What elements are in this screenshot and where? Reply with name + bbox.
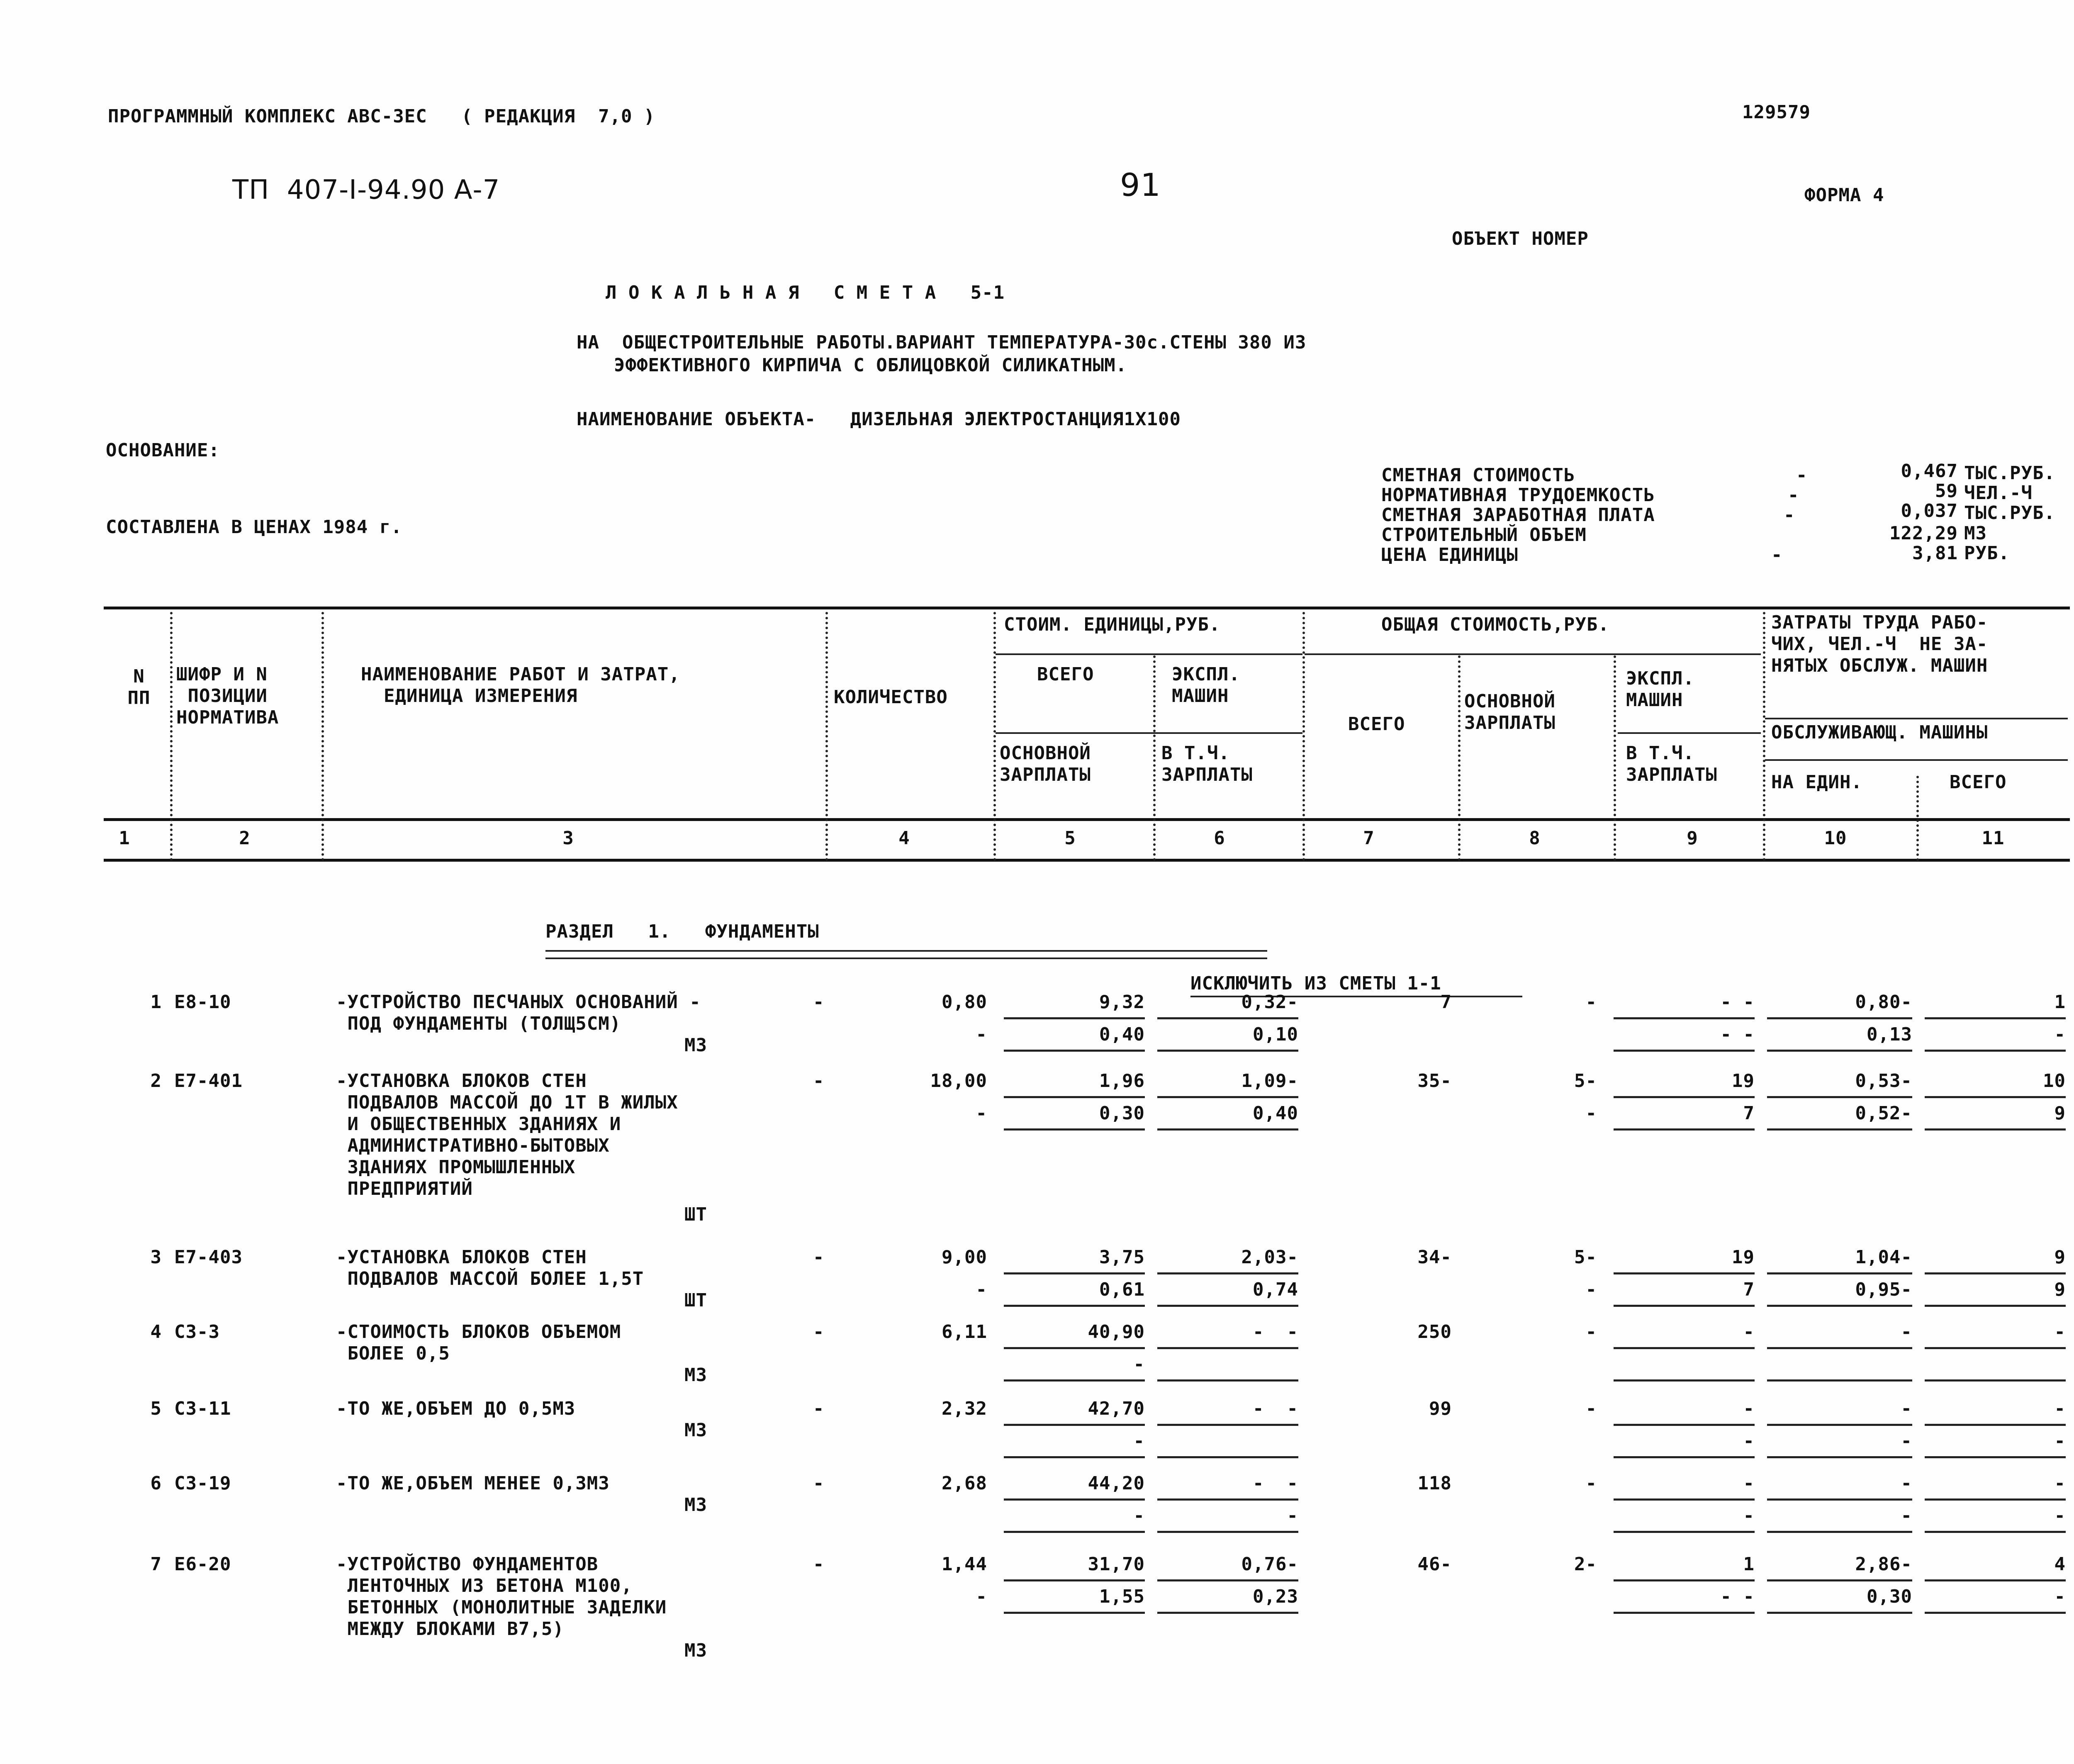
summary-unit: ТЫС.РУБ.	[1964, 502, 2055, 524]
row-bar	[1767, 1096, 1912, 1098]
row-bar	[1004, 1424, 1145, 1426]
row-c7: 35-	[1417, 1070, 1452, 1092]
row-c9: -	[1743, 1321, 1755, 1342]
row-name: -СТОИМОСТЬ БЛОКОВ ОБЪЕМОМ БОЛЕЕ 0,5	[336, 1321, 621, 1364]
row-bar	[1767, 1305, 1912, 1307]
row-dash: -	[813, 1247, 825, 1268]
row-bar	[1767, 1050, 1912, 1052]
row-qty: 1,44	[942, 1554, 987, 1575]
row-unit: М3	[684, 1494, 707, 1515]
row-unit: М3	[684, 1364, 707, 1386]
row-number: 3	[150, 1247, 162, 1268]
row-c5b: 0,61	[1099, 1279, 1145, 1300]
row-bar	[1767, 1612, 1912, 1614]
row-code: С3-19	[174, 1473, 231, 1494]
row-c7: 250	[1417, 1321, 1452, 1342]
row-c8b: -	[1585, 1279, 1597, 1300]
col-number: 5	[1064, 828, 1076, 849]
row-c6b: 0,23	[1253, 1586, 1298, 1607]
row-c5b: 1,55	[1099, 1586, 1145, 1607]
row-bar	[1157, 1347, 1298, 1349]
row-name: -ТО ЖЕ,ОБЪЕМ МЕНЕЕ 0,3М3	[336, 1473, 610, 1494]
row-bar	[1157, 1379, 1298, 1381]
row-c11: 10	[2043, 1070, 2066, 1092]
row-bar	[1004, 1579, 1145, 1581]
row-bar	[1925, 1096, 2066, 1098]
row-c5: 31,70	[1088, 1554, 1145, 1575]
summary-unit: РУБ.	[1964, 543, 2010, 564]
summary-unit: М3	[1964, 523, 1987, 544]
row-qty: 2,32	[942, 1398, 987, 1419]
row-bar	[1004, 1096, 1145, 1098]
row-bar	[1767, 1579, 1912, 1581]
row-c9b: - -	[1720, 1024, 1755, 1045]
row-bar	[1925, 1347, 2066, 1349]
row-c10: 0,80-	[1855, 992, 1912, 1013]
row-number: 5	[150, 1398, 162, 1419]
row-c8: -	[1585, 1398, 1597, 1419]
row-c11: 9	[2054, 1247, 2066, 1268]
row-unit: ШТ	[684, 1290, 707, 1311]
row-dash: -	[813, 1070, 825, 1092]
row-number: 6	[150, 1473, 162, 1494]
row-bar	[1004, 1347, 1145, 1349]
row-c6b: 0,40	[1253, 1103, 1298, 1124]
unit-vsego-header: ВСЕГО	[1037, 664, 1094, 685]
row-dash: -	[813, 1554, 825, 1575]
row-bar	[1157, 1579, 1298, 1581]
row-c9b: 7	[1743, 1279, 1755, 1300]
summary-value: 0,467	[1901, 460, 1958, 482]
row-qty: 2,68	[942, 1473, 987, 1494]
row-bar	[1925, 1272, 2066, 1274]
row-bar	[1767, 1424, 1912, 1426]
row-bar	[1925, 1305, 2066, 1307]
col-number: 8	[1529, 828, 1541, 849]
row-c5b: -	[1133, 1505, 1145, 1526]
col-total-cost-header: ОБЩАЯ СТОИМОСТЬ,РУБ.	[1381, 614, 1609, 635]
obsl-header: ОБСЛУЖИВАЮЩ. МАШИНЫ	[1771, 722, 1988, 743]
row-c6b: 0,74	[1253, 1279, 1298, 1300]
estimate-title: Л О К А Л Ь Н А Я С М Е Т А 5-1	[606, 282, 1005, 303]
estimate-subject-1: НА ОБЩЕСТРОИТЕЛЬНЫЕ РАБОТЫ.ВАРИАНТ ТЕМПЕРАТУРА-30с.СТЕНЫ 380 ИЗ	[577, 332, 1307, 353]
summary-value: 3,81	[1912, 543, 1958, 564]
row-c10: 1,04-	[1855, 1247, 1912, 1268]
row-bar	[1004, 1498, 1145, 1501]
row-code: С3-3	[174, 1321, 220, 1342]
col-number: 10	[1824, 828, 1847, 849]
summary-label: СТРОИТЕЛЬНЫЙ ОБЪЕМ	[1381, 524, 1587, 546]
col-number: 2	[239, 828, 251, 849]
row-c8: 5-	[1574, 1070, 1597, 1092]
unit-ekspl-header: ЭКСПЛ. МАШИН	[1172, 664, 1240, 707]
row-unit: М3	[684, 1640, 707, 1661]
row-bar	[1925, 1498, 2066, 1501]
row-bar	[1157, 1531, 1298, 1533]
row-c11b: 9	[2054, 1279, 2066, 1300]
row-c5: 1,96	[1099, 1070, 1145, 1092]
row-code: Е7-401	[174, 1070, 243, 1092]
row-bar	[1157, 1612, 1298, 1614]
row-bar	[1157, 1498, 1298, 1501]
row-qtyb: -	[976, 1279, 987, 1300]
row-qty: 6,11	[942, 1321, 987, 1342]
row-c11: 4	[2054, 1554, 2066, 1575]
col-number: 3	[562, 828, 574, 849]
summary-value: 122,29	[1889, 523, 1958, 544]
row-number: 7	[150, 1554, 162, 1575]
doc-number: 129579	[1742, 102, 1811, 123]
row-bar	[1614, 1379, 1755, 1381]
row-c11b: -	[2054, 1024, 2066, 1045]
summary-label: НОРМАТИВНАЯ ТРУДОЕМКОСТЬ	[1381, 485, 1655, 506]
estimate-subject-2: ЭФФЕКТИВНОГО КИРПИЧА С ОБЛИЦОВКОЙ СИЛИКАТНЫМ.	[614, 355, 1127, 376]
row-bar	[1004, 1272, 1145, 1274]
row-qty: 18,00	[930, 1070, 987, 1092]
row-c10: -	[1901, 1398, 1912, 1419]
row-c10b: 0,95-	[1855, 1279, 1912, 1300]
row-dash: -	[813, 1398, 825, 1419]
row-bar	[1925, 1050, 2066, 1052]
row-c10: 0,53-	[1855, 1070, 1912, 1092]
row-c10: -	[1901, 1321, 1912, 1342]
row-c6: - -	[1253, 1321, 1298, 1342]
row-c9: 1	[1743, 1554, 1755, 1575]
row-name: -УСТАНОВКА БЛОКОВ СТЕН ПОДВАЛОВ МАССОЙ БОЛЕЕ 1,5Т	[336, 1247, 644, 1289]
row-name: -УСТРОЙСТВО ФУНДАМЕНТОВ ЛЕНТОЧНЫХ ИЗ БЕТОНА М100, БЕТОННЫХ (МОНОЛИТНЫЕ ЗАДЕЛКИ МЕЖДУ БЛОКАМИ В7,5)	[336, 1554, 667, 1640]
row-c10b: 0,30	[1867, 1586, 1912, 1607]
row-bar	[1614, 1579, 1755, 1581]
row-code: С3-11	[174, 1398, 231, 1419]
row-c8: 5-	[1574, 1247, 1597, 1268]
col-n-header: N ПП	[127, 666, 151, 709]
row-bar	[1157, 1272, 1298, 1274]
row-c5: 44,20	[1088, 1473, 1145, 1494]
row-code: Е8-10	[174, 992, 231, 1013]
row-bar	[1925, 1379, 2066, 1381]
row-bar	[1767, 1379, 1912, 1381]
row-c9b: -	[1743, 1430, 1755, 1452]
row-bar	[1614, 1096, 1755, 1098]
row-dash: -	[813, 992, 825, 1013]
section-underline	[545, 950, 1267, 959]
col-unit-cost-header: СТОИМ. ЕДИНИЦЫ,РУБ.	[1004, 614, 1221, 635]
row-bar	[1614, 1128, 1755, 1131]
row-dash: -	[813, 1473, 825, 1494]
row-bar	[1614, 1017, 1755, 1019]
row-c7: 99	[1429, 1398, 1452, 1419]
unit-osn-zp-header: ОСНОВНОЙ ЗАРПЛАТЫ	[1000, 743, 1091, 785]
row-bar	[1157, 1305, 1298, 1307]
row-c10b: 0,52-	[1855, 1103, 1912, 1124]
row-c6b: -	[1287, 1505, 1298, 1526]
row-bar	[1614, 1612, 1755, 1614]
row-bar	[1614, 1305, 1755, 1307]
row-c9b: 7	[1743, 1103, 1755, 1124]
summary-label: ЦЕНА ЕДИНИЦЫ	[1381, 544, 1518, 565]
exclude-note: ИСКЛЮЧИТЬ ИЗ СМЕТЫ 1-1	[1190, 973, 1441, 994]
row-c11b: -	[2054, 1586, 2066, 1607]
row-c10b: 0,13	[1867, 1024, 1912, 1045]
row-bar	[1614, 1498, 1755, 1501]
labor-vsego-header: ВСЕГО	[1950, 772, 2007, 793]
row-c10b: -	[1901, 1505, 1912, 1526]
total-vsego-header: ВСЕГО	[1348, 714, 1405, 735]
row-qtyb: -	[976, 1024, 987, 1045]
unit-vtch-zp-header: В Т.Ч. ЗАРПЛАТЫ	[1161, 743, 1253, 785]
row-bar	[1925, 1612, 2066, 1614]
row-c8b: -	[1585, 1103, 1597, 1124]
row-c6: 0,76-	[1241, 1554, 1298, 1575]
row-c5b: -	[1133, 1430, 1145, 1452]
total-vtch-header: В Т.Ч. ЗАРПЛАТЫ	[1626, 743, 1717, 785]
row-c11: -	[2054, 1473, 2066, 1494]
row-bar	[1004, 1017, 1145, 1019]
row-c6: 2,03-	[1241, 1247, 1298, 1268]
row-bar	[1767, 1017, 1912, 1019]
row-bar	[1157, 1050, 1298, 1052]
summary-unit: ТЫС.РУБ.	[1964, 463, 2055, 484]
row-c5: 42,70	[1088, 1398, 1145, 1419]
row-c8: -	[1585, 1321, 1597, 1342]
row-c10b: -	[1901, 1430, 1912, 1452]
row-bar	[1925, 1424, 2066, 1426]
row-number: 2	[150, 1070, 162, 1092]
row-c11: -	[2054, 1321, 2066, 1342]
row-bar	[1767, 1272, 1912, 1274]
row-bar	[1004, 1305, 1145, 1307]
col-number: 1	[119, 828, 130, 849]
row-c9b: - -	[1720, 1586, 1755, 1607]
row-qtyb: -	[976, 1103, 987, 1124]
row-bar	[1925, 1017, 2066, 1019]
row-bar	[1004, 1379, 1145, 1381]
row-c6: - -	[1253, 1473, 1298, 1494]
col-name-header: НАИМЕНОВАНИЕ РАБОТ И ЗАТРАТ, ЕДИНИЦА ИЗМЕРЕНИЯ	[361, 664, 680, 707]
row-c10: 2,86-	[1855, 1554, 1912, 1575]
row-c7: 34-	[1417, 1247, 1452, 1268]
row-bar	[1767, 1531, 1912, 1533]
row-c11b: -	[2054, 1505, 2066, 1526]
row-bar	[1614, 1050, 1755, 1052]
row-bar	[1157, 1456, 1298, 1458]
summary-value: 59	[1935, 480, 1958, 502]
row-name: -УСТАНОВКА БЛОКОВ СТЕН ПОДВАЛОВ МАССОЙ ДО 1Т В ЖИЛЫХ И ОБЩЕСТВЕННЫХ ЗДАНИЯХ И АДМИНИСТРАТИВНО-БЫТОВЫХ ЗДАНИЯХ ПРОМЫШЛЕННЫХ ПРЕДПРИЯТИЙ	[336, 1070, 678, 1199]
row-c6: - -	[1253, 1398, 1298, 1419]
page-number: 91	[1120, 166, 1161, 203]
row-unit: М3	[684, 1420, 707, 1441]
row-c8: -	[1585, 992, 1597, 1013]
row-c5: 3,75	[1099, 1247, 1145, 1268]
row-bar	[1767, 1498, 1912, 1501]
row-c7: 7	[1440, 992, 1452, 1013]
na-ed-header: НА ЕДИН.	[1771, 772, 1862, 793]
row-code: Е7-403	[174, 1247, 243, 1268]
row-c5b: -	[1133, 1354, 1145, 1375]
program-line: ПРОГРАММНЫЙ КОМПЛЕКС АВС-3ЕС ( РЕДАКЦИЯ 7,0 )	[108, 106, 655, 127]
row-c7: 118	[1417, 1473, 1452, 1494]
row-c10: -	[1901, 1473, 1912, 1494]
row-c6b: 0,10	[1253, 1024, 1298, 1045]
row-bar	[1157, 1096, 1298, 1098]
row-bar	[1925, 1128, 2066, 1131]
row-c11: -	[2054, 1398, 2066, 1419]
row-bar	[1157, 1017, 1298, 1019]
row-c8: 2-	[1574, 1554, 1597, 1575]
row-bar	[1004, 1531, 1145, 1533]
row-bar	[1614, 1531, 1755, 1533]
row-bar	[1767, 1456, 1912, 1458]
basis-label: ОСНОВАНИЕ:	[106, 440, 220, 461]
row-qty: 9,00	[942, 1247, 987, 1268]
row-c7: 46-	[1417, 1554, 1452, 1575]
row-number: 1	[150, 992, 162, 1013]
summary-unit: ЧЕЛ.-Ч	[1964, 482, 2033, 504]
row-c11: 1	[2054, 992, 2066, 1013]
row-c9: - -	[1720, 992, 1755, 1013]
row-c9: 19	[1732, 1070, 1755, 1092]
object-number-label: ОБЪЕКТ НОМЕР	[1452, 228, 1589, 249]
row-bar	[1157, 1424, 1298, 1426]
row-c11b: -	[2054, 1430, 2066, 1452]
row-name: -ТО ЖЕ,ОБЪЕМ ДО 0,5М3	[336, 1398, 576, 1419]
summary-label: СМЕТНАЯ ЗАРАБОТНАЯ ПЛАТА	[1381, 504, 1655, 526]
row-c9b: -	[1743, 1505, 1755, 1526]
row-bar	[1004, 1456, 1145, 1458]
col-number: 4	[898, 828, 910, 849]
row-c6: 1,09-	[1241, 1070, 1298, 1092]
row-c9: -	[1743, 1398, 1755, 1419]
row-number: 4	[150, 1321, 162, 1342]
row-c5: 40,90	[1088, 1321, 1145, 1342]
col-number: 9	[1687, 828, 1698, 849]
row-bar	[1767, 1128, 1912, 1131]
row-bar	[1767, 1347, 1912, 1349]
col-labor-header: ЗАТРАТЫ ТРУДА РАБО- ЧИХ, ЧЕЛ.-Ч НЕ ЗА- НЯТЫХ ОБСЛУЖ. МАШИН	[1771, 612, 1988, 676]
col-number: 6	[1214, 828, 1225, 849]
row-c5b: 0,40	[1099, 1024, 1145, 1045]
col-code-header: ШИФР И N ПОЗИЦИИ НОРМАТИВА	[176, 664, 279, 728]
row-bar	[1925, 1579, 2066, 1581]
row-c9: -	[1743, 1473, 1755, 1494]
col-number: 7	[1363, 828, 1375, 849]
row-qtyb: -	[976, 1586, 987, 1607]
row-c11b: 9	[2054, 1103, 2066, 1124]
row-code: Е6-20	[174, 1554, 231, 1575]
row-c6: 0,32-	[1241, 992, 1298, 1013]
row-qty: 0,80	[942, 992, 987, 1013]
total-osn-header: ОСНОВНОЙ ЗАРПЛАТЫ	[1464, 691, 1556, 733]
row-bar	[1925, 1456, 2066, 1458]
row-c8: -	[1585, 1473, 1597, 1494]
prices-label: СОСТАВЛЕНА В ЦЕНАХ 1984 г.	[106, 517, 402, 538]
row-unit: ШТ	[684, 1204, 707, 1225]
row-bar	[1157, 1128, 1298, 1131]
summary-label: СМЕТНАЯ СТОИМОСТЬ	[1381, 465, 1575, 486]
row-bar	[1004, 1128, 1145, 1131]
row-bar	[1614, 1456, 1755, 1458]
row-c5: 9,32	[1099, 992, 1145, 1013]
row-bar	[1925, 1531, 2066, 1533]
row-bar	[1614, 1424, 1755, 1426]
col-number: 11	[1981, 828, 2005, 849]
section-title: РАЗДЕЛ 1. ФУНДАМЕНТЫ	[545, 921, 819, 942]
form-label: ФОРМА 4	[1804, 185, 1884, 206]
total-ekspl-header: ЭКСПЛ. МАШИН	[1626, 668, 1694, 711]
row-bar	[1614, 1347, 1755, 1349]
row-bar	[1004, 1050, 1145, 1052]
project-code: ТП 407-I-94.90 А-7	[232, 175, 500, 205]
row-unit: М3	[684, 1035, 707, 1056]
row-c9: 19	[1732, 1247, 1755, 1268]
row-dash: -	[813, 1321, 825, 1342]
row-bar	[1614, 1272, 1755, 1274]
col-qty-header: КОЛИЧЕСТВО	[834, 687, 948, 708]
row-name: -УСТРОЙСТВО ПЕСЧАНЫХ ОСНОВАНИЙ - ПОД ФУНДАМЕНТЫ (ТОЛЩ5СМ)	[336, 992, 701, 1034]
row-c5b: 0,30	[1099, 1103, 1145, 1124]
object-name: НАИМЕНОВАНИЕ ОБЪЕКТА- ДИЗЕЛЬНАЯ ЭЛЕКТРОСТАНЦИЯ1Х100	[577, 409, 1181, 430]
summary-value: 0,037	[1901, 500, 1958, 521]
row-bar	[1004, 1612, 1145, 1614]
